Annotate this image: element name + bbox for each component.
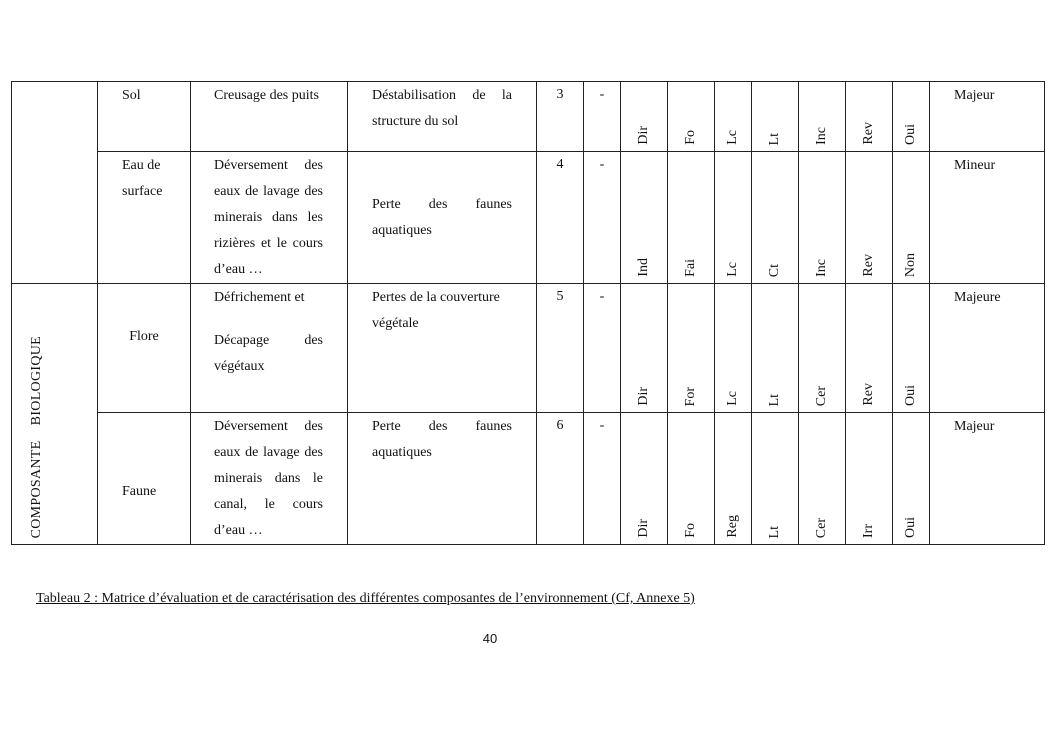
impact-number: 6 xyxy=(537,413,584,545)
attr-duration: Ct xyxy=(752,152,799,284)
activity-cell: Déversement des eaux de lavage des minerais dans le canal, le cours d’eau … xyxy=(191,413,348,545)
attr-duration: Lt xyxy=(752,82,799,152)
element-cell: Sol xyxy=(98,82,191,152)
attr-nature: Dir xyxy=(621,413,668,545)
attr-reversibility: Rev xyxy=(846,82,893,152)
attr-occurrence: Inc xyxy=(799,82,846,152)
table-row xyxy=(12,82,1045,152)
element-cell: Flore xyxy=(98,284,191,413)
impact-cell: Déstabilisation de la structure du sol xyxy=(348,82,537,152)
attr-duration: Lt xyxy=(752,284,799,413)
evaluation-matrix-table xyxy=(11,81,1045,545)
attr-occurrence: Cer xyxy=(799,284,846,413)
attr-significance: Oui xyxy=(893,284,930,413)
importance-cell: Majeur xyxy=(930,82,1045,152)
attr-significance: Oui xyxy=(893,82,930,152)
attr-occurrence: Inc xyxy=(799,152,846,284)
attr-extent: Reg xyxy=(715,413,752,545)
element-cell: Eau de surface xyxy=(98,152,191,284)
activity-cell: Creusage des puits xyxy=(191,82,348,152)
impact-number: 3 xyxy=(537,82,584,152)
attr-reversibility: Rev xyxy=(846,152,893,284)
attr-intensity: Fo xyxy=(668,413,715,545)
attr-significance: Non xyxy=(893,152,930,284)
importance-cell: Majeur xyxy=(930,413,1045,545)
impact-cell: Perte des faunes aquatiques xyxy=(348,152,537,284)
impact-cell: Perte des faunes aquatiques xyxy=(348,413,537,545)
attr-intensity: Fai xyxy=(668,152,715,284)
attr-nature: Dir xyxy=(621,284,668,413)
attr-intensity: Fo xyxy=(668,82,715,152)
attr-extent: Lc xyxy=(715,284,752,413)
attr-extent: Lc xyxy=(715,82,752,152)
impact-number: 4 xyxy=(537,152,584,284)
dash-cell: - xyxy=(584,413,621,545)
attr-intensity: For xyxy=(668,284,715,413)
table-row xyxy=(12,152,1045,284)
page-number: 40 xyxy=(482,631,498,646)
attr-occurrence: Cer xyxy=(799,413,846,545)
impact-number: 5 xyxy=(537,284,584,413)
attr-significance: Oui xyxy=(893,413,930,545)
dash-cell: - xyxy=(584,284,621,413)
table-caption: Tableau 2 : Matrice d’évaluation et de caractérisation des différentes composantes de l’environnement (Cf, Annexe 5) xyxy=(36,591,695,606)
component-cell-empty xyxy=(12,82,98,284)
dash-cell: - xyxy=(584,82,621,152)
attr-extent: Lc xyxy=(715,152,752,284)
component-label: COMPOSANTE BIOLOGIQUE xyxy=(29,335,44,538)
importance-cell: Mineur xyxy=(930,152,1045,284)
activity-cell: Défrichement et Décapage des végétaux xyxy=(191,284,348,413)
activity-cell: Déversement des eaux de lavage des minerais dans les rizières et le cours d’eau … xyxy=(191,152,348,284)
importance-cell: Majeure xyxy=(930,284,1045,413)
element-cell: Faune xyxy=(98,413,191,545)
dash-cell: - xyxy=(584,152,621,284)
impact-cell: Pertes de la couverture végétale xyxy=(348,284,537,413)
component-biologique-cell xyxy=(12,284,98,545)
attr-reversibility: Rev xyxy=(846,284,893,413)
attr-reversibility: Irr xyxy=(846,413,893,545)
attr-duration: Lt xyxy=(752,413,799,545)
attr-nature: Ind xyxy=(621,152,668,284)
table-row xyxy=(12,413,1045,545)
table-row xyxy=(12,284,1045,413)
attr-nature: Dir xyxy=(621,82,668,152)
